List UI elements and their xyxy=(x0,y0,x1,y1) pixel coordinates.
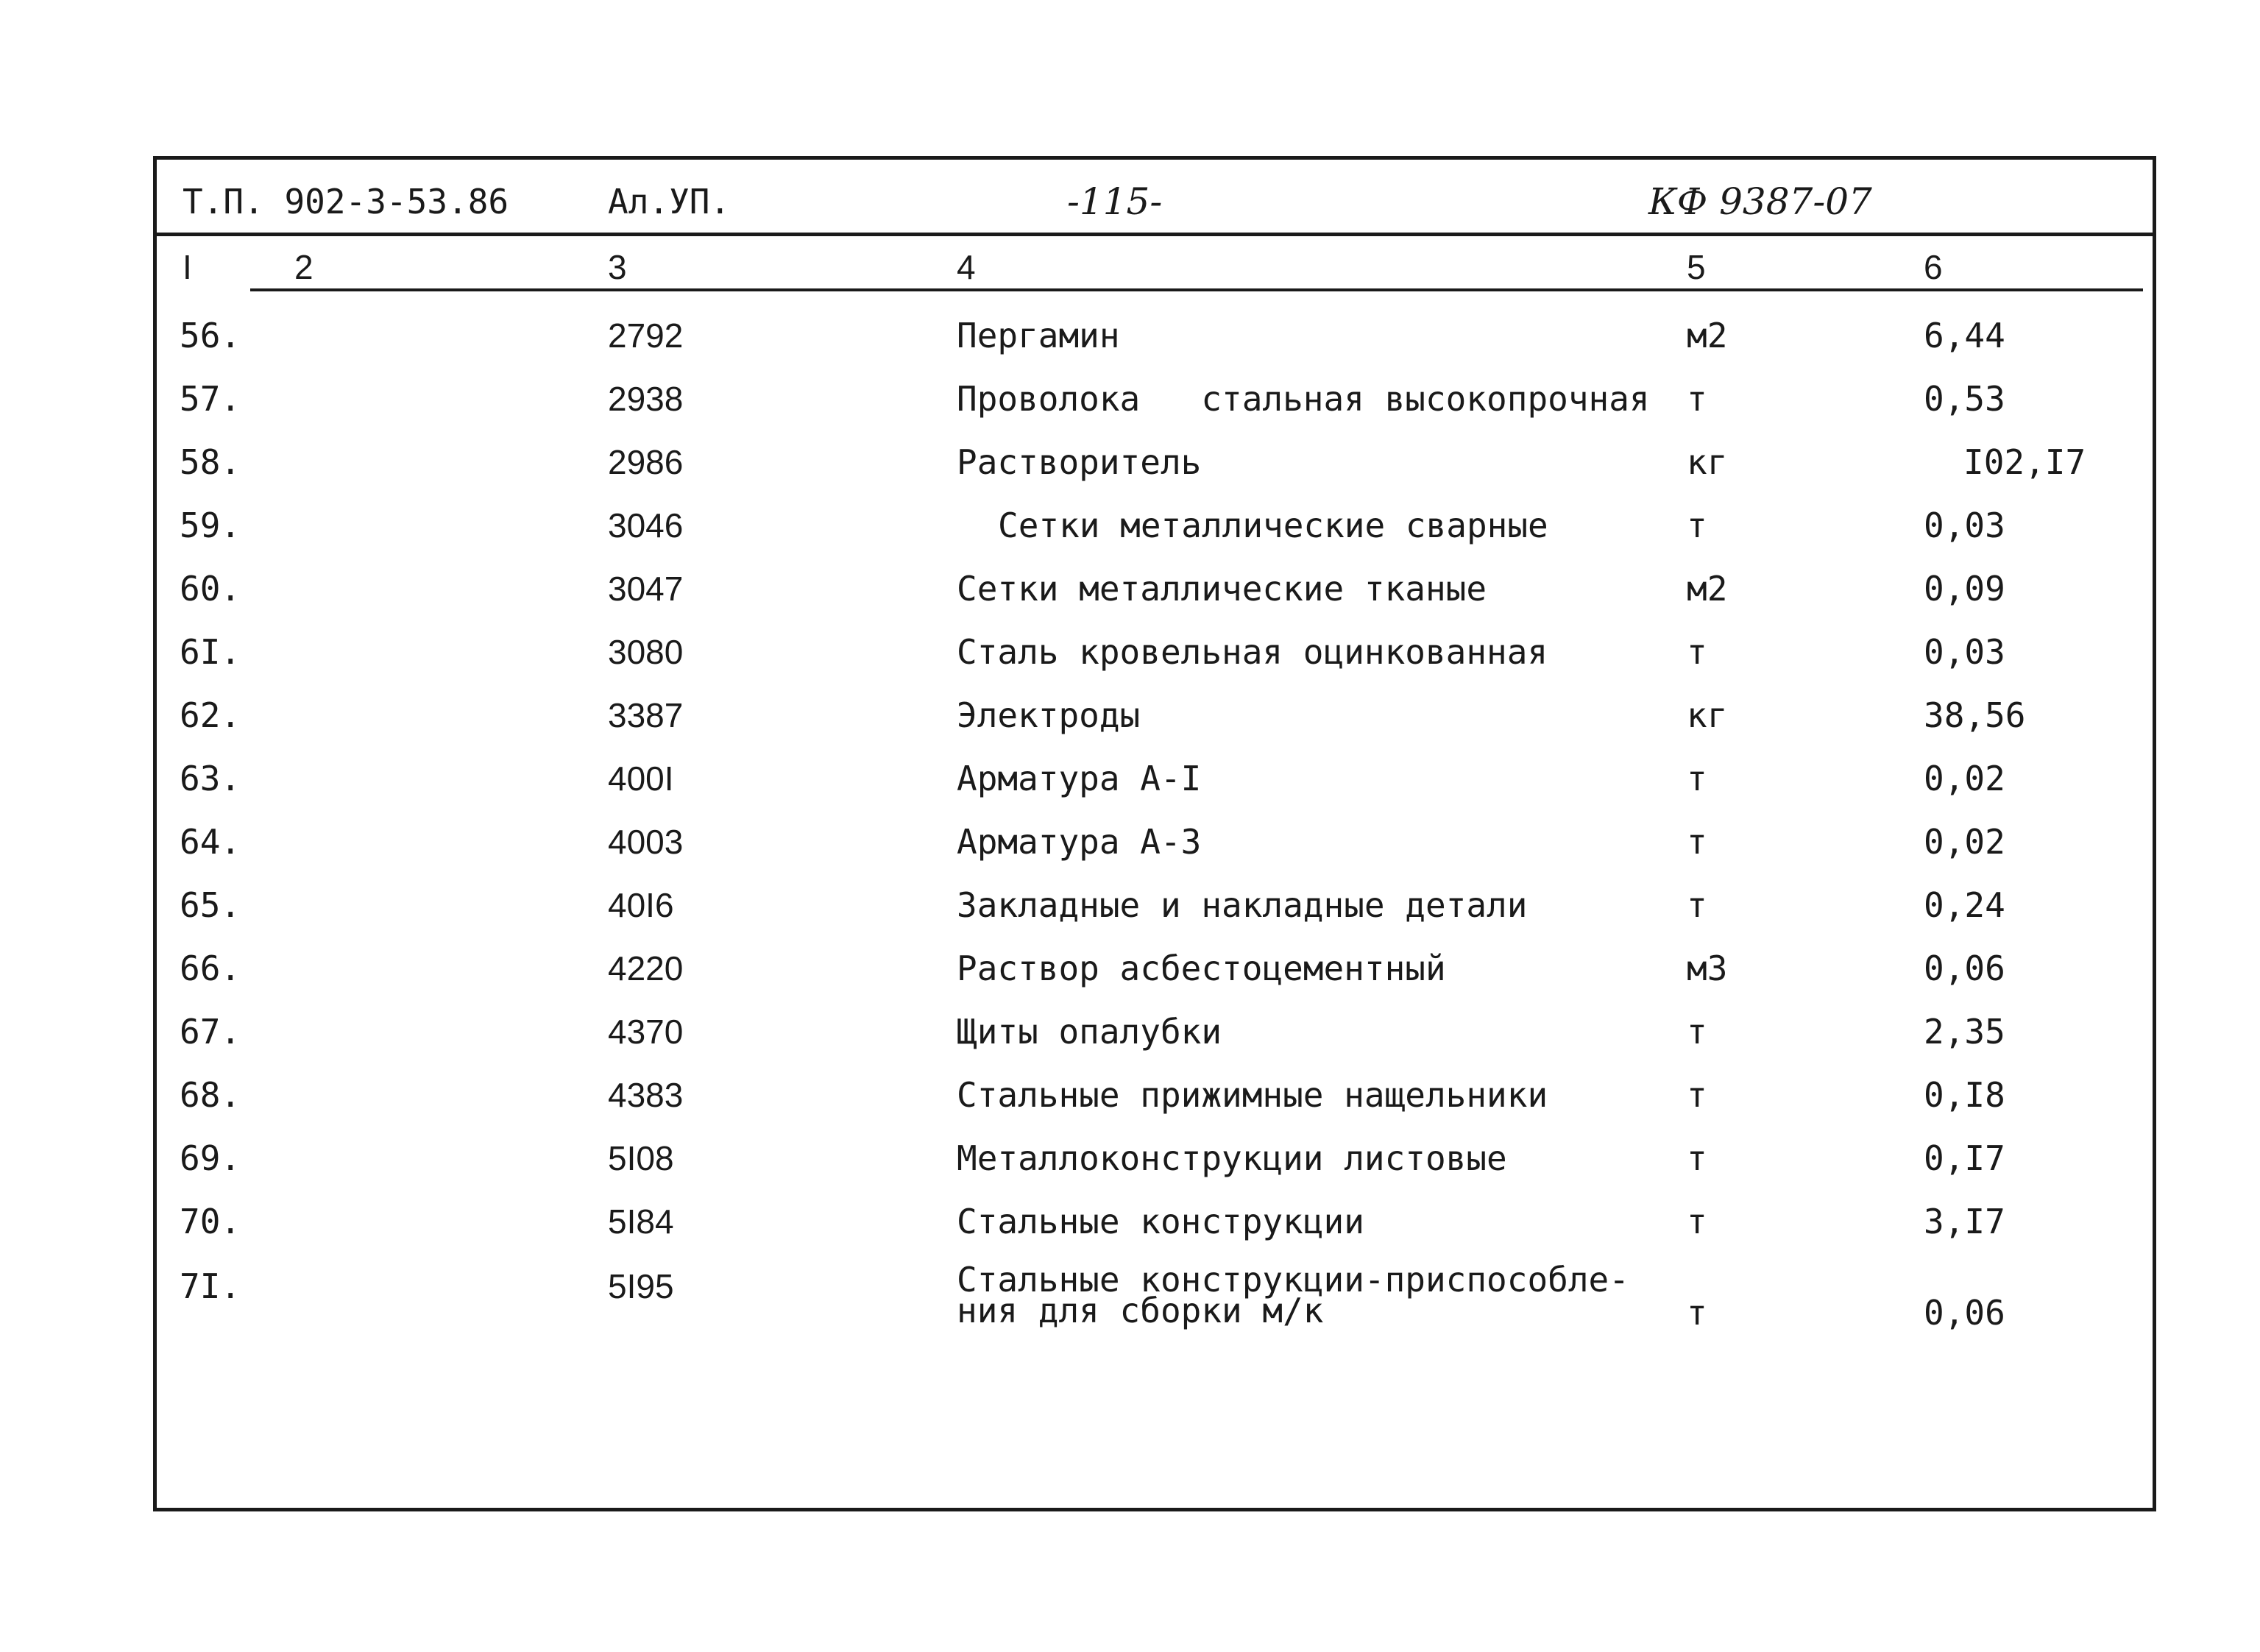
row-unit: т xyxy=(1687,379,1707,419)
row-number: 60. xyxy=(180,569,241,609)
row-code: 2792 xyxy=(608,316,684,355)
row-code: 3046 xyxy=(608,506,684,545)
row-number: 62. xyxy=(180,695,241,735)
row-quantity: 0,I8 xyxy=(1924,1075,2005,1115)
row-unit: м2 xyxy=(1687,569,1728,609)
row-name: Проволока стальная высокопрочная xyxy=(957,379,1650,419)
row-unit: т xyxy=(1687,885,1707,925)
row-code: 5I84 xyxy=(608,1202,674,1241)
row-number: 66. xyxy=(180,949,241,988)
table-row xyxy=(0,313,2260,377)
row-name: Сетки металлические сварные xyxy=(998,506,1548,545)
row-quantity: 0,I7 xyxy=(1924,1138,2005,1178)
row-name: Арматура А-3 xyxy=(957,822,1202,862)
row-code: 2986 xyxy=(608,443,684,481)
table-row xyxy=(0,630,2260,693)
row-number: 64. xyxy=(180,822,241,862)
row-quantity: 0,53 xyxy=(1924,379,2005,419)
row-quantity: 0,06 xyxy=(1924,949,2005,988)
page-number: -115- xyxy=(1067,180,1163,223)
row-code: 3080 xyxy=(608,633,684,671)
row-unit: кг xyxy=(1687,442,1728,482)
row-name: Стальные конструкции xyxy=(957,1202,1364,1241)
row-unit: т xyxy=(1687,1012,1707,1052)
project-code: Т.П. 902-3-53.86 xyxy=(183,182,509,221)
row-name: Растворитель xyxy=(957,442,1202,482)
table-row xyxy=(0,1136,2260,1199)
row-code: 4383 xyxy=(608,1076,684,1114)
table-row xyxy=(0,756,2260,820)
column-header-3: 3 xyxy=(608,248,627,286)
row-name: Стальные конструкции-приспособле- ния для сборки м/к xyxy=(957,1260,1629,1330)
row-code: 5I08 xyxy=(608,1139,674,1177)
row-unit: м3 xyxy=(1687,949,1728,988)
row-unit: т xyxy=(1687,1075,1707,1115)
row-number: 67. xyxy=(180,1012,241,1052)
row-code: 4003 xyxy=(608,823,684,861)
row-quantity: 3,I7 xyxy=(1924,1202,2005,1241)
document-code: КФ 9387-07 xyxy=(1648,180,1872,223)
column-header-4: 4 xyxy=(957,248,976,286)
table-row xyxy=(0,503,2260,567)
column-header-1: I xyxy=(183,248,192,286)
row-code: 4220 xyxy=(608,949,684,988)
row-quantity: I02,I7 xyxy=(1963,442,2086,482)
row-number: 56. xyxy=(180,316,241,355)
row-name: Сетки металлические тканые xyxy=(957,569,1487,609)
row-unit: т xyxy=(1687,506,1707,545)
column-header-6: 6 xyxy=(1924,248,1943,286)
row-name: Щиты опалубки xyxy=(957,1012,1222,1052)
row-code: 3047 xyxy=(608,570,684,608)
row-unit: т xyxy=(1687,1293,1707,1333)
row-name: Арматура А-I xyxy=(957,759,1202,798)
row-number: 68. xyxy=(180,1075,241,1115)
column-header-divider xyxy=(250,288,2143,291)
row-number: 63. xyxy=(180,759,241,798)
table-row xyxy=(0,440,2260,503)
row-number: 58. xyxy=(180,442,241,482)
table-row xyxy=(0,1260,2260,1353)
row-unit: т xyxy=(1687,759,1707,798)
row-unit: м2 xyxy=(1687,316,1728,355)
row-quantity: 0,09 xyxy=(1924,569,2005,609)
row-number: 7I. xyxy=(180,1266,241,1306)
table-row xyxy=(0,1199,2260,1263)
row-code: 4370 xyxy=(608,1013,684,1051)
row-quantity: 0,03 xyxy=(1924,506,2005,545)
row-name: Стальные прижимные нащельники xyxy=(957,1075,1548,1115)
row-quantity: 0,06 xyxy=(1924,1293,2005,1333)
row-unit: т xyxy=(1687,1138,1707,1178)
table-row xyxy=(0,1073,2260,1136)
row-number: 70. xyxy=(180,1202,241,1241)
table-row xyxy=(0,567,2260,630)
column-header-5: 5 xyxy=(1687,248,1706,286)
row-name: Закладные и накладные детали xyxy=(957,885,1528,925)
row-code: 400I xyxy=(608,759,674,798)
row-code: 40I6 xyxy=(608,886,674,924)
table-row xyxy=(0,1010,2260,1073)
row-unit: т xyxy=(1687,1202,1707,1241)
row-code: 2938 xyxy=(608,380,684,418)
header-divider xyxy=(153,233,2156,236)
row-name: Пергамин xyxy=(957,316,1120,355)
row-quantity: 38,56 xyxy=(1924,695,2026,735)
row-number: 59. xyxy=(180,506,241,545)
row-number: 6I. xyxy=(180,632,241,672)
row-quantity: 2,35 xyxy=(1924,1012,2005,1052)
row-quantity: 0,02 xyxy=(1924,759,2005,798)
column-header-2: 2 xyxy=(294,248,314,286)
album-label: Ал.УП. xyxy=(608,182,731,221)
row-name: Сталь кровельная оцинкованная xyxy=(957,632,1548,672)
row-quantity: 6,44 xyxy=(1924,316,2005,355)
row-code: 3387 xyxy=(608,696,684,734)
table-row xyxy=(0,946,2260,1010)
row-number: 69. xyxy=(180,1138,241,1178)
row-name: Раствор асбестоцементный xyxy=(957,949,1446,988)
row-quantity: 0,03 xyxy=(1924,632,2005,672)
row-number: 57. xyxy=(180,379,241,419)
row-unit: т xyxy=(1687,632,1707,672)
table-row xyxy=(0,883,2260,946)
row-unit: т xyxy=(1687,822,1707,862)
row-unit: кг xyxy=(1687,695,1728,735)
table-row xyxy=(0,820,2260,883)
table-row xyxy=(0,693,2260,756)
row-quantity: 0,24 xyxy=(1924,885,2005,925)
row-name: Электроды xyxy=(957,695,1141,735)
row-name: Металлоконструкции листовые xyxy=(957,1138,1507,1178)
row-code: 5I95 xyxy=(608,1267,674,1305)
row-number: 65. xyxy=(180,885,241,925)
table-row xyxy=(0,377,2260,440)
row-quantity: 0,02 xyxy=(1924,822,2005,862)
